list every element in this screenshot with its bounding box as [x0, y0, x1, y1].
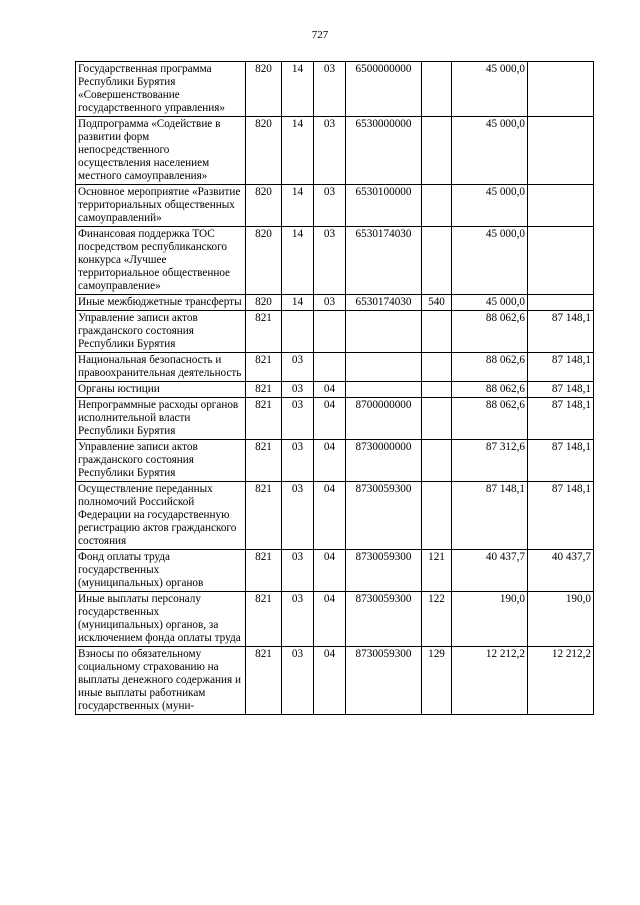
amount-year1-cell: 45 000,0 [452, 227, 528, 295]
section-code-cell: 03 [282, 550, 314, 592]
subsection-code-cell: 03 [314, 227, 346, 295]
subsection-code-cell [314, 353, 346, 382]
section-code-cell: 03 [282, 647, 314, 715]
amount-year1-cell: 40 437,7 [452, 550, 528, 592]
subsection-code-cell: 03 [314, 295, 346, 311]
table-row [76, 353, 594, 382]
section-code-cell: 03 [282, 398, 314, 440]
subsection-code-cell: 04 [314, 440, 346, 482]
amount-year2-cell [528, 295, 594, 311]
section-code-cell: 14 [282, 227, 314, 295]
amount-year2-cell: 87 148,1 [528, 482, 594, 550]
amount-year1-cell: 88 062,6 [452, 353, 528, 382]
section-code-cell: 03 [282, 592, 314, 647]
expense-type-cell [422, 440, 452, 482]
ministry-code-cell: 821 [246, 592, 282, 647]
section-code-cell: 14 [282, 62, 314, 117]
target-article-cell: 8700000000 [346, 398, 422, 440]
target-article-cell: 6500000000 [346, 62, 422, 117]
subsection-code-cell: 04 [314, 550, 346, 592]
target-article-cell: 6530100000 [346, 185, 422, 227]
ministry-code-cell: 821 [246, 440, 282, 482]
amount-year1-cell: 45 000,0 [452, 295, 528, 311]
amount-year2-cell: 87 148,1 [528, 398, 594, 440]
amount-year1-cell: 87 312,6 [452, 440, 528, 482]
target-article-cell: 6530000000 [346, 117, 422, 185]
amount-year2-cell: 40 437,7 [528, 550, 594, 592]
expense-name-cell: Взносы по обязательному социальному страхованию на выплаты денежного содержания и иные выплаты работникам государственных (муни- [76, 647, 246, 715]
table-row [76, 117, 594, 185]
expense-type-cell [422, 382, 452, 398]
amount-year1-cell: 88 062,6 [452, 382, 528, 398]
section-code-cell: 14 [282, 117, 314, 185]
table-row [76, 185, 594, 227]
table-row [76, 295, 594, 311]
amount-year2-cell: 87 148,1 [528, 353, 594, 382]
amount-year2-cell: 87 148,1 [528, 311, 594, 353]
ministry-code-cell: 820 [246, 62, 282, 117]
expense-type-cell: 122 [422, 592, 452, 647]
target-article-cell [346, 382, 422, 398]
amount-year1-cell: 87 148,1 [452, 482, 528, 550]
amount-year1-cell: 45 000,0 [452, 117, 528, 185]
table-row [76, 647, 594, 715]
target-article-cell: 6530174030 [346, 295, 422, 311]
ministry-code-cell: 820 [246, 295, 282, 311]
section-code-cell: 03 [282, 353, 314, 382]
section-code-cell: 03 [282, 440, 314, 482]
section-code-cell: 03 [282, 382, 314, 398]
subsection-code-cell [314, 311, 346, 353]
ministry-code-cell: 821 [246, 482, 282, 550]
section-code-cell: 03 [282, 482, 314, 550]
expense-name-cell: Подпрограмма «Содействие в развитии форм непосредственного осуществления населением местного самоуправления» [76, 117, 246, 185]
ministry-code-cell: 821 [246, 311, 282, 353]
table-row [76, 550, 594, 592]
target-article-cell [346, 353, 422, 382]
amount-year2-cell: 87 148,1 [528, 440, 594, 482]
ministry-code-cell: 820 [246, 227, 282, 295]
target-article-cell: 8730059300 [346, 647, 422, 715]
ministry-code-cell: 821 [246, 353, 282, 382]
section-code-cell [282, 311, 314, 353]
section-code-cell: 14 [282, 185, 314, 227]
expense-name-cell: Осуществление переданных полномочий Российской Федерации на государственную регистрацию актов гражданского состояния [76, 482, 246, 550]
ministry-code-cell: 820 [246, 185, 282, 227]
amount-year1-cell: 12 212,2 [452, 647, 528, 715]
amount-year1-cell: 45 000,0 [452, 62, 528, 117]
table-row [76, 592, 594, 647]
target-article-cell: 8730000000 [346, 440, 422, 482]
page-number: 727 [311, 29, 329, 41]
subsection-code-cell: 03 [314, 117, 346, 185]
amount-year1-cell: 45 000,0 [452, 185, 528, 227]
expense-type-cell [422, 185, 452, 227]
expense-name-cell: Управление записи актов гражданского состояния Республики Бурятия [76, 311, 246, 353]
amount-year1-cell: 190,0 [452, 592, 528, 647]
ministry-code-cell: 821 [246, 382, 282, 398]
expense-type-cell [422, 311, 452, 353]
subsection-code-cell: 04 [314, 398, 346, 440]
expense-type-cell: 540 [422, 295, 452, 311]
expense-name-cell: Финансовая поддержка ТОС посредством республиканского конкурса «Лучшее территориальное общественное самоуправление» [76, 227, 246, 295]
section-code-cell: 14 [282, 295, 314, 311]
table-row [76, 62, 594, 117]
expense-name-cell: Государственная программа Республики Бурятия «Совершенствование государственного управления» [76, 62, 246, 117]
subsection-code-cell: 03 [314, 62, 346, 117]
amount-year2-cell: 87 148,1 [528, 382, 594, 398]
expense-name-cell: Основное мероприятие «Развитие территориальных общественных самоуправлений» [76, 185, 246, 227]
table-row [76, 440, 594, 482]
target-article-cell: 6530174030 [346, 227, 422, 295]
subsection-code-cell: 04 [314, 592, 346, 647]
amount-year2-cell: 12 212,2 [528, 647, 594, 715]
expense-name-cell: Непрограммные расходы органов исполнительной власти Республики Бурятия [76, 398, 246, 440]
expense-name-cell: Национальная безопасность и правоохранительная деятельность [76, 353, 246, 382]
expense-type-cell: 129 [422, 647, 452, 715]
amount-year2-cell [528, 227, 594, 295]
table-row [76, 227, 594, 295]
amount-year1-cell: 88 062,6 [452, 311, 528, 353]
target-article-cell: 8730059300 [346, 592, 422, 647]
expense-type-cell [422, 227, 452, 295]
amount-year2-cell [528, 185, 594, 227]
expense-type-cell: 121 [422, 550, 452, 592]
expense-name-cell: Иные межбюджетные трансферты [76, 295, 246, 311]
expense-type-cell [422, 398, 452, 440]
expense-name-cell: Органы юстиции [76, 382, 246, 398]
expense-type-cell [422, 62, 452, 117]
expense-name-cell: Иные выплаты персоналу государственных (муниципальных) органов, за исключением фонда оплаты труда [76, 592, 246, 647]
expense-type-cell [422, 117, 452, 185]
table-row [76, 311, 594, 353]
table-row [76, 398, 594, 440]
ministry-code-cell: 821 [246, 550, 282, 592]
ministry-code-cell: 820 [246, 117, 282, 185]
subsection-code-cell: 04 [314, 382, 346, 398]
target-article-cell [346, 311, 422, 353]
expense-name-cell: Фонд оплаты труда государственных (муниципальных) органов [76, 550, 246, 592]
budget-table [75, 61, 594, 715]
amount-year2-cell [528, 62, 594, 117]
expense-type-cell [422, 482, 452, 550]
amount-year1-cell: 88 062,6 [452, 398, 528, 440]
table-row [76, 382, 594, 398]
table-row [76, 482, 594, 550]
expense-type-cell [422, 353, 452, 382]
amount-year2-cell: 190,0 [528, 592, 594, 647]
expense-name-cell: Управление записи актов гражданского состояния Республики Бурятия [76, 440, 246, 482]
subsection-code-cell: 03 [314, 185, 346, 227]
ministry-code-cell: 821 [246, 647, 282, 715]
amount-year2-cell [528, 117, 594, 185]
subsection-code-cell: 04 [314, 482, 346, 550]
ministry-code-cell: 821 [246, 398, 282, 440]
subsection-code-cell: 04 [314, 647, 346, 715]
target-article-cell: 8730059300 [346, 482, 422, 550]
target-article-cell: 8730059300 [346, 550, 422, 592]
